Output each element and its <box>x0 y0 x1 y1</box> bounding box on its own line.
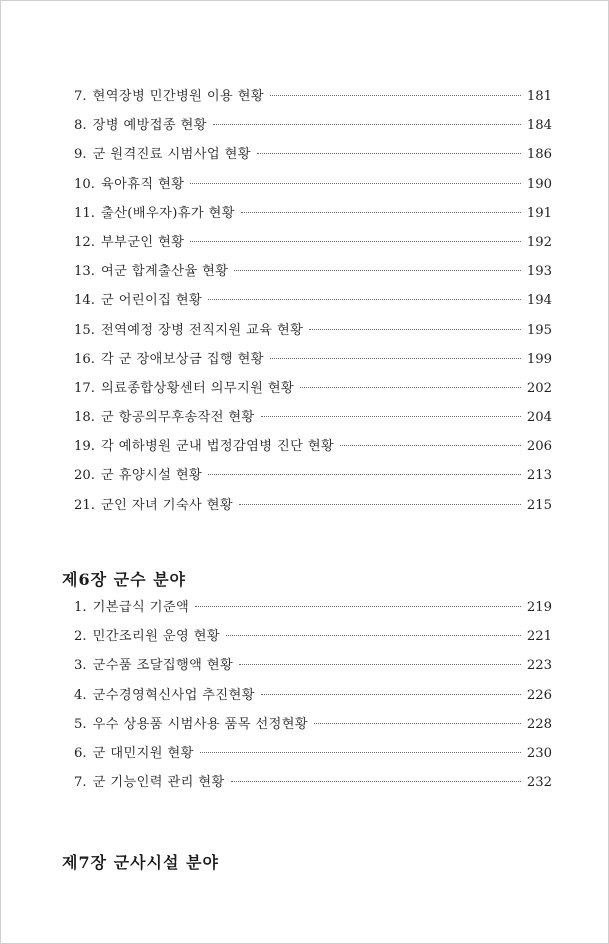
toc-dot-leader <box>239 504 521 505</box>
toc-entry-number: 20. <box>74 468 95 484</box>
toc-entry-title: 우수 상용품 시범사용 품목 선정현황 <box>92 716 309 732</box>
toc-entry[interactable] <box>74 88 552 117</box>
toc-entry-number: 18. <box>74 410 95 426</box>
toc-entry-page-number: 186 <box>526 147 552 163</box>
toc-entry-title: 군수품 조달집행액 현황 <box>92 658 234 674</box>
toc-entry[interactable] <box>74 234 552 263</box>
toc-dot-leader <box>195 606 521 607</box>
toc-list-chapter-5 <box>74 88 552 526</box>
toc-dot-leader <box>261 416 521 417</box>
toc-dot-leader <box>190 241 520 242</box>
toc-entry-number: 8. <box>74 118 87 134</box>
toc-entry-number: 10. <box>74 176 95 192</box>
toc-entry-title: 군 기능인력 관리 현황 <box>92 775 225 791</box>
toc-entry-page-number: 232 <box>526 775 552 791</box>
toc-entry-page-number: 184 <box>526 118 552 134</box>
toc-entry-number: 5. <box>74 716 87 732</box>
toc-entry[interactable] <box>74 745 552 774</box>
toc-entry[interactable] <box>74 176 552 205</box>
toc-dot-leader <box>270 95 521 96</box>
toc-entry-number: 7. <box>74 775 87 791</box>
toc-entry-page-number: 195 <box>526 322 552 338</box>
toc-entry-title: 군 어린이집 현황 <box>100 293 203 309</box>
toc-entry[interactable] <box>74 657 552 686</box>
toc-entry-page-number: 228 <box>526 716 552 732</box>
toc-entry-page-number: 223 <box>526 658 552 674</box>
toc-entry-page-number: 193 <box>526 264 552 280</box>
toc-dot-leader <box>226 635 521 636</box>
toc-entry-title: 육아휴직 현황 <box>100 176 185 192</box>
toc-entry-number: 16. <box>74 351 95 367</box>
toc-entry-title: 각 군 장애보상금 집행 현황 <box>100 351 264 367</box>
toc-entry-title: 전역예정 장병 전직지원 교육 현황 <box>100 322 304 338</box>
toc-entry-number: 12. <box>74 234 95 250</box>
toc-dot-leader <box>309 329 521 330</box>
toc-entry-title: 장병 예방접종 현황 <box>92 118 207 134</box>
toc-entry-page-number: 213 <box>526 468 552 484</box>
toc-entry-page-number: 191 <box>526 205 552 221</box>
toc-entry[interactable] <box>74 409 552 438</box>
toc-dot-leader <box>340 445 521 446</box>
toc-entry-page-number: 194 <box>526 293 552 309</box>
toc-entry-page-number: 204 <box>526 410 552 426</box>
toc-entry-page-number: 219 <box>526 600 552 615</box>
toc-entry[interactable] <box>74 467 552 496</box>
toc-dot-leader <box>231 781 521 782</box>
toc-entry-title: 출산(배우자)휴가 현황 <box>100 205 235 221</box>
toc-entry-title: 의료종합상황센터 의무지원 현황 <box>100 380 295 396</box>
toc-entry-number: 11. <box>74 205 95 221</box>
toc-dot-leader <box>200 752 521 753</box>
toc-entry-page-number: 215 <box>526 497 552 513</box>
toc-dot-leader <box>314 723 521 724</box>
toc-entry-title: 군 항공의무후송작전 현황 <box>100 410 255 426</box>
toc-dot-leader <box>239 664 521 665</box>
toc-entry[interactable] <box>74 716 552 745</box>
toc-entry-title: 군인 자녀 기숙사 현황 <box>100 497 234 513</box>
toc-entry[interactable] <box>74 774 552 803</box>
toc-entry[interactable] <box>74 380 552 409</box>
toc-entry-title: 여군 합계출산율 현황 <box>100 264 229 280</box>
toc-entry[interactable] <box>74 117 552 146</box>
toc-dot-leader <box>208 474 521 475</box>
toc-entry-number: 14. <box>74 293 95 309</box>
toc-entry-number: 7. <box>74 89 87 104</box>
toc-entry[interactable] <box>74 322 552 351</box>
toc-entry[interactable] <box>74 292 552 321</box>
toc-entry-title: 군 원격진료 시범사업 현황 <box>92 147 251 163</box>
toc-entry-number: 13. <box>74 264 95 280</box>
toc-entry-page-number: 230 <box>526 745 552 761</box>
toc-entry-number: 17. <box>74 380 95 396</box>
toc-entry-title: 군 휴양시설 현황 <box>100 468 203 484</box>
toc-entry-title: 기본급식 기준액 <box>92 600 190 615</box>
toc-entry[interactable] <box>74 497 552 526</box>
toc-entry-title: 군 대민지원 현황 <box>92 745 194 761</box>
toc-entry-title: 각 예하병원 군내 법정감염병 진단 현황 <box>100 439 335 455</box>
toc-entry-number: 6. <box>74 745 87 761</box>
toc-entry-page-number: 190 <box>526 176 552 192</box>
toc-entry-number: 21. <box>74 497 95 513</box>
toc-dot-leader <box>300 387 521 388</box>
toc-entry[interactable] <box>74 599 552 628</box>
toc-entry-title: 현역장병 민간병원 이용 현황 <box>92 89 265 104</box>
toc-entry-title: 부부군인 현황 <box>100 234 185 250</box>
toc-entry-page-number: 221 <box>526 629 552 645</box>
toc-entry[interactable] <box>74 205 552 234</box>
toc-entry-number: 19. <box>74 439 95 455</box>
toc-entry-number: 3. <box>74 658 87 674</box>
toc-entry[interactable] <box>74 146 552 175</box>
toc-dot-leader <box>270 358 521 359</box>
toc-dot-leader <box>234 270 520 271</box>
chapter-7-heading: 제7장 군사시설 분야 <box>62 853 219 872</box>
toc-entry-number: 15. <box>74 322 95 338</box>
toc-entry[interactable] <box>74 687 552 716</box>
toc-entry-page-number: 206 <box>526 439 552 455</box>
toc-entry[interactable] <box>74 628 552 657</box>
toc-entry-page-number: 226 <box>526 687 552 703</box>
toc-dot-leader <box>213 124 521 125</box>
toc-entry-page-number: 199 <box>526 351 552 367</box>
toc-dot-leader <box>257 153 521 154</box>
toc-entry-number: 1. <box>74 600 87 615</box>
toc-entry-number: 2. <box>74 629 87 645</box>
toc-list-chapter-6 <box>74 599 552 803</box>
toc-entry-page-number: 192 <box>526 234 552 250</box>
toc-entry[interactable] <box>74 263 552 292</box>
toc-entry-number: 4. <box>74 687 87 703</box>
toc-entry-title: 민간조리원 운영 현황 <box>92 629 221 645</box>
toc-entry-title: 군수경영혁신사업 추진현황 <box>92 687 255 703</box>
toc-dot-leader <box>190 183 520 184</box>
toc-entry[interactable] <box>74 438 552 467</box>
toc-entry-page-number: 202 <box>526 380 552 396</box>
toc-dot-leader <box>261 694 521 695</box>
toc-entry-number: 9. <box>74 147 87 163</box>
toc-dot-leader <box>241 212 521 213</box>
chapter-6-heading: 제6장 군수 분야 <box>62 570 187 589</box>
toc-entry[interactable] <box>74 351 552 380</box>
toc-entry-page-number: 181 <box>526 89 552 104</box>
toc-dot-leader <box>208 299 521 300</box>
